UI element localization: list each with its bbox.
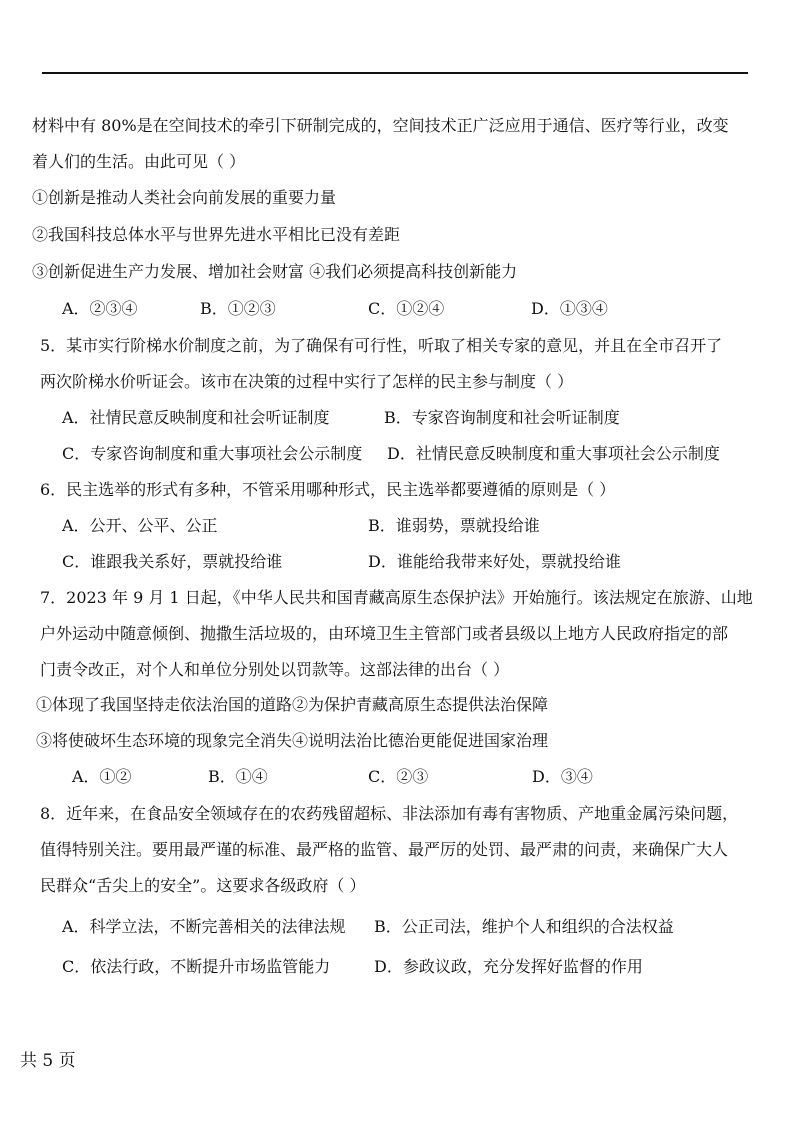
q7-statements-1-2: ①体现了我国坚持走依法治国的道路②为保护青藏高原生态提供法治保障	[36, 695, 549, 714]
q8-option-d: D．参政议政，充分发挥好监督的作用	[374, 957, 643, 976]
q8-stem-line1: 8．近年来，在食品安全领域存在的农药残留超标、非法添加有毒有害物质、产地重金属污染问题，	[40, 804, 739, 823]
q4-option-a: A．②③④	[62, 299, 138, 318]
q4-option-c: C．①②④	[368, 299, 445, 318]
q4-statement-3-4: ③创新促进生产力发展、增加社会财富 ④我们必须提高科技创新能力	[32, 262, 518, 281]
q7-stem-line2: 户外运动中随意倾倒、抛撒生活垃圾的，由环境卫生主管部门或者县级以上地方人民政府指定的部	[40, 624, 729, 643]
q4-statement-1: ①创新是推动人类社会向前发展的重要力量	[32, 188, 337, 207]
q5-option-b: B．专家咨询制度和社会听证制度	[384, 408, 620, 427]
q8-stem-line3: 民群众“舌尖上的安全”。这要求各级政府（ ）	[40, 876, 366, 895]
q6-stem-line1: 6．民主选举的形式有多种，不管采用哪种形式，民主选举都要遵循的原则是（ ）	[40, 480, 616, 499]
q7-stem-line3: 门责令改正，对个人和单位分别处以罚款等。这部法律的出台（ ）	[40, 660, 510, 679]
q5-option-a: A．社情民意反映制度和社会听证制度	[62, 408, 330, 427]
q6-option-a: A．公开、公平、公正	[62, 516, 218, 535]
q6-option-d: D．谁能给我带来好处，票就投给谁	[368, 552, 621, 571]
q5-stem-line2: 两次阶梯水价听证会。该市在决策的过程中实行了怎样的民主参与制度（ ）	[40, 372, 574, 391]
q6-option-c: C．谁跟我关系好，票就投给谁	[62, 552, 283, 571]
q7-option-c: C．②③	[368, 767, 429, 786]
q7-option-b: B．①④	[208, 767, 268, 786]
q7-option-d: D．③④	[532, 767, 593, 786]
q5-option-d: D．社情民意反映制度和重大事项社会公示制度	[387, 444, 720, 463]
q7-statements-3-4: ③将使破坏生态环境的现象完全消失④说明法治比德治更能促进国家治理	[36, 731, 549, 750]
q8-option-a: A．科学立法，不断完善相关的法律法规	[62, 917, 346, 936]
q5-stem-line1: 5．某市实行阶梯水价制度之前，为了确保有可行性，听取了相关专家的意见，并且在全市召开了	[40, 336, 723, 355]
q4-option-b: B．①②③	[200, 299, 276, 318]
q8-option-b: B．公正司法，维护个人和组织的合法权益	[374, 917, 674, 936]
header-rule	[42, 72, 748, 74]
q4-stem-line2: 着人们的生活。由此可见（ ）	[32, 152, 246, 171]
q4-statement-2: ②我国科技总体水平与世界先进水平相比已没有差距	[32, 225, 401, 244]
page-count-footer: 共 5 页	[20, 1051, 76, 1071]
q8-option-c: C．依法行政，不断提升市场监管能力	[62, 957, 331, 976]
q7-option-a: A．①②	[72, 767, 132, 786]
q4-option-d: D．①③④	[531, 299, 608, 318]
q4-stem-line1: 材料中有 80%是在空间技术的牵引下研制完成的，空间技术正广泛应用于通信、医疗等行业，改变	[32, 116, 729, 135]
q5-option-c: C．专家咨询制度和重大事项社会公示制度	[62, 444, 363, 463]
q6-option-b: B．谁弱势，票就投给谁	[368, 516, 540, 535]
q8-stem-line2: 值得特别关注。要用最严谨的标准、最严格的监管、最严厉的处罚、最严肃的问责，来确保广大人	[40, 840, 729, 859]
q7-stem-line1: 7．2023 年 9 月 1 日起，《中华人民共和国青藏高原生态保护法》开始施行。该法规定在旅游、山地	[40, 588, 753, 607]
